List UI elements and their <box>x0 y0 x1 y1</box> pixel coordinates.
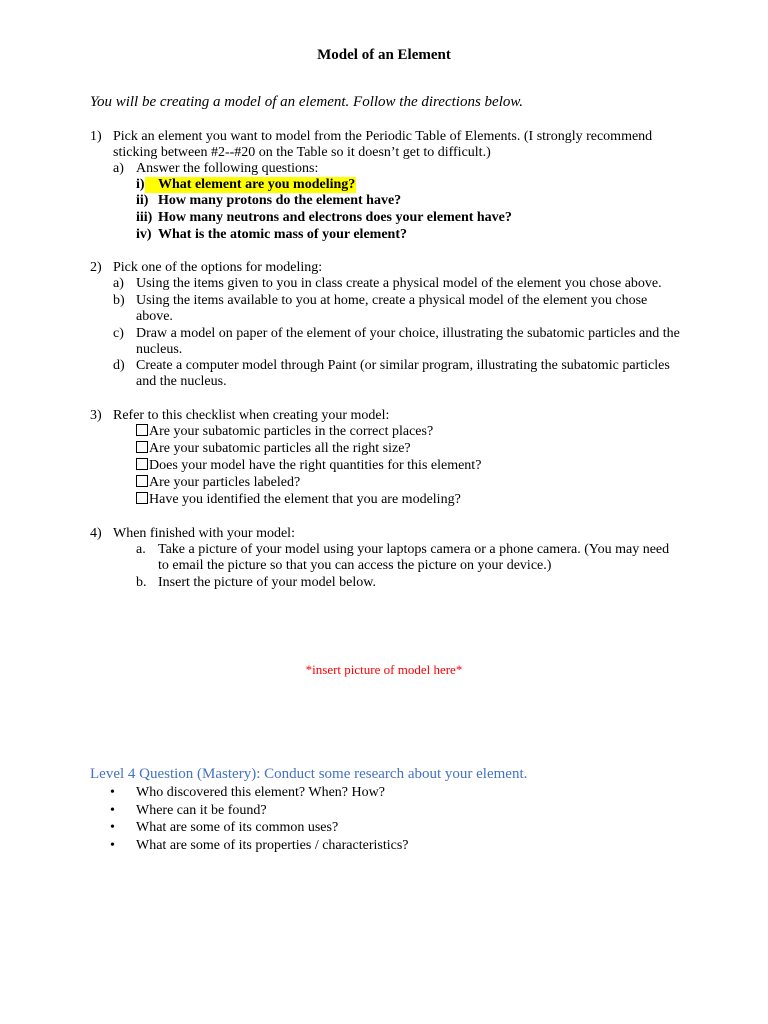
level-4-heading: Level 4 Question (Mastery): Conduct some research about your element. <box>90 766 528 782</box>
checkbox-icon[interactable] <box>136 458 148 470</box>
option-b-line-1: Using the items available to you at home, create a physical model of the element you chose <box>136 293 648 308</box>
step-4-text: When finished with your model: <box>113 526 295 541</box>
step-2-number: 2) <box>90 260 102 275</box>
option-a-line-1: Using the items given to you in class create a physical model of the element you chose above. <box>136 276 662 291</box>
bullet-icon: • <box>110 785 115 800</box>
bullet-icon: • <box>110 838 115 853</box>
bullet-icon: • <box>110 803 115 818</box>
checkbox-icon[interactable] <box>136 475 148 487</box>
bullet-icon: • <box>110 820 115 835</box>
question-4-text: What is the atomic mass of your element? <box>158 227 407 242</box>
option-a-number: a) <box>113 276 124 291</box>
question-1-number: i) <box>136 177 145 192</box>
step-4a-line-1: Take a picture of your model using your laptops camera or a phone camera. (You may need <box>158 542 670 557</box>
step-1-number: 1) <box>90 129 102 144</box>
checklist-item: Does your model have the right quantities for this element? <box>136 458 481 474</box>
checklist-item: Are your subatomic particles in the correct places? <box>136 424 433 440</box>
step-3-number: 3) <box>90 408 102 423</box>
option-b-line-2: above. <box>136 309 173 324</box>
step-4-number: 4) <box>90 526 102 541</box>
option-b-number: b) <box>113 293 125 308</box>
step-1a-number: a) <box>113 161 124 176</box>
option-d-number: d) <box>113 358 125 373</box>
checkbox-icon[interactable] <box>136 441 148 453</box>
question-1-text: What element are you modeling? <box>145 177 356 193</box>
option-c-number: c) <box>113 326 124 341</box>
document-title: Model of an Element <box>317 47 451 63</box>
checklist-item: Have you identified the element that you are modeling? <box>136 492 461 508</box>
step-4a-number: a. <box>136 542 146 557</box>
step-3-text: Refer to this checklist when creating your model: <box>113 408 390 423</box>
step-1-line-2: sticking between #2--#20 on the Table so it doesn’t get to difficult.) <box>113 145 491 160</box>
checkbox-icon[interactable] <box>136 424 148 436</box>
option-c-line-2: nucleus. <box>136 342 183 357</box>
checklist-item: Are your subatomic particles all the right size? <box>136 441 411 457</box>
step-1-line-1: Pick an element you want to model from the Periodic Table of Elements. (I strongly recommend <box>113 129 653 144</box>
checkbox-icon[interactable] <box>136 492 148 504</box>
option-d-line-1: Create a computer model through Paint (or similar program, illustrating the subatomic particles <box>136 358 670 373</box>
option-d-line-2: and the nucleus. <box>136 374 227 389</box>
step-4b-text: Insert the picture of your model below. <box>158 575 376 590</box>
step-4b-number: b. <box>136 575 147 590</box>
step-1a-text: Answer the following questions: <box>136 161 319 176</box>
intro-text: You will be creating a model of an element. Follow the directions below. <box>90 94 524 110</box>
question-2-number: ii) <box>136 193 149 208</box>
step-4a-line-2: to email the picture so that you can access the picture on your device.) <box>158 558 552 573</box>
question-4-number: iv) <box>136 227 152 242</box>
question-3-text: How many neutrons and electrons does your element have? <box>158 210 512 225</box>
step-2-text: Pick one of the options for modeling: <box>113 260 323 275</box>
checklist-item: Are your particles labeled? <box>136 475 300 491</box>
option-c-line-1: Draw a model on paper of the element of your choice, illustrating the subatomic particles and the <box>136 326 680 341</box>
question-3-number: iii) <box>136 210 153 225</box>
picture-placeholder: *insert picture of model here* <box>305 662 463 677</box>
question-2-text: How many protons do the element have? <box>158 193 402 208</box>
